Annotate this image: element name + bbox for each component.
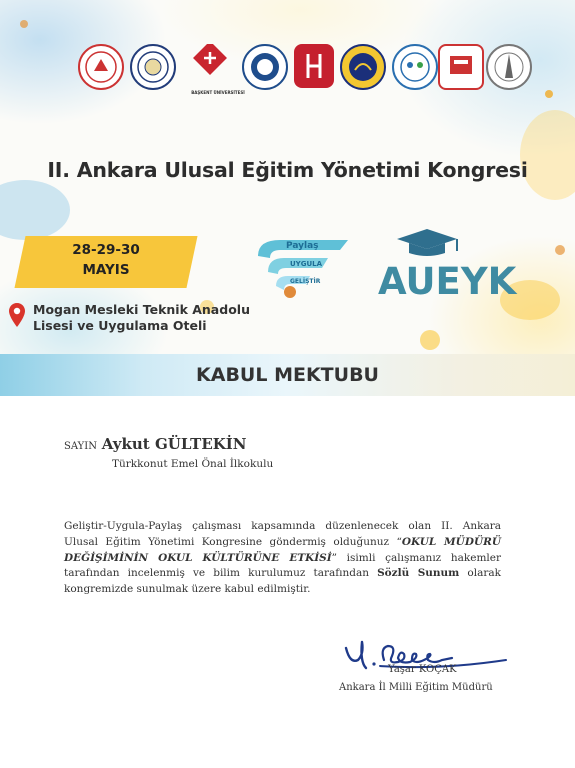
ankara-university-logo	[340, 44, 386, 90]
venue-line-1: Mogan Mesleki Teknik Anadolu	[33, 302, 250, 317]
signatory-name: Yaşar KOÇAK	[388, 664, 457, 675]
body-line-4: tarafından incelenmiş ve bilim kurulumuz tarafından Sözlü Sunum olarak	[64, 567, 501, 580]
partner-logos	[78, 44, 528, 96]
motto-logo	[250, 236, 350, 300]
gazi-university-logo	[242, 44, 288, 90]
salutation: SAYIN	[64, 441, 97, 452]
location-pin-icon	[8, 302, 26, 328]
body-line-3: DEĞİŞİMİNİN OKUL KÜLTÜRÜNE ETKİSİ” isimli çalışmanız hakemler	[64, 551, 501, 564]
recipient-school: Türkkonut Emel Önal İlkokulu	[112, 458, 274, 470]
salutation-line	[64, 435, 247, 453]
motto-develop: GELİŞTİR	[290, 278, 321, 285]
congress-title: II. Ankara Ulusal Eğitim Yönetimi Kongresi	[47, 158, 528, 182]
letter-body	[64, 519, 501, 598]
signatory-title: Ankara İl Milli Eğitim Müdürü	[339, 682, 493, 693]
date-month: MAYIS	[82, 262, 130, 278]
hacettepe-logo	[294, 44, 334, 88]
graduation-cap-icon	[375, 227, 475, 261]
education-foundation-logo	[392, 44, 438, 90]
congress-acronym: AUEYK	[378, 260, 517, 303]
venue-line-2: Lisesi ve Uygulama Oteli	[33, 318, 207, 333]
hbv-university-logo	[438, 44, 484, 90]
logo-caption: BAŞKENT ÜNİVERSİTESİ	[191, 90, 245, 95]
paper-title-part-1: OKUL MÜDÜRÜ	[401, 535, 501, 548]
date-days: 28-29-30	[72, 242, 140, 258]
body-line-2: Ulusal Eğitim Yönetimi Kongresine göndermiş olduğunuz “OKUL MÜDÜRÜ	[64, 535, 501, 548]
body-line-5: kongremizde sunulmak üzere kabul edilmiştir.	[64, 583, 311, 595]
motto-share: Paylaş	[286, 241, 319, 251]
university-seal-logo	[130, 44, 176, 90]
presentation-type: Sözlü Sunum	[377, 567, 460, 580]
motto-apply: UYGULA	[290, 260, 323, 268]
meb-logo	[78, 44, 124, 90]
recipient-name: Aykut GÜLTEKİN	[101, 435, 247, 453]
body-line-1: Geliştir-Uygula-Paylaş çalışması kapsamında düzenlenecek olan II. Ankara	[64, 520, 501, 532]
letter-heading: KABUL MEKTUBU	[196, 364, 379, 386]
ankara-municipality-logo	[486, 44, 532, 90]
paper-title-part-2: DEĞİŞİMİNİN OKUL KÜLTÜRÜNE ETKİSİ	[64, 551, 332, 564]
baskent-university-logo	[184, 44, 236, 90]
